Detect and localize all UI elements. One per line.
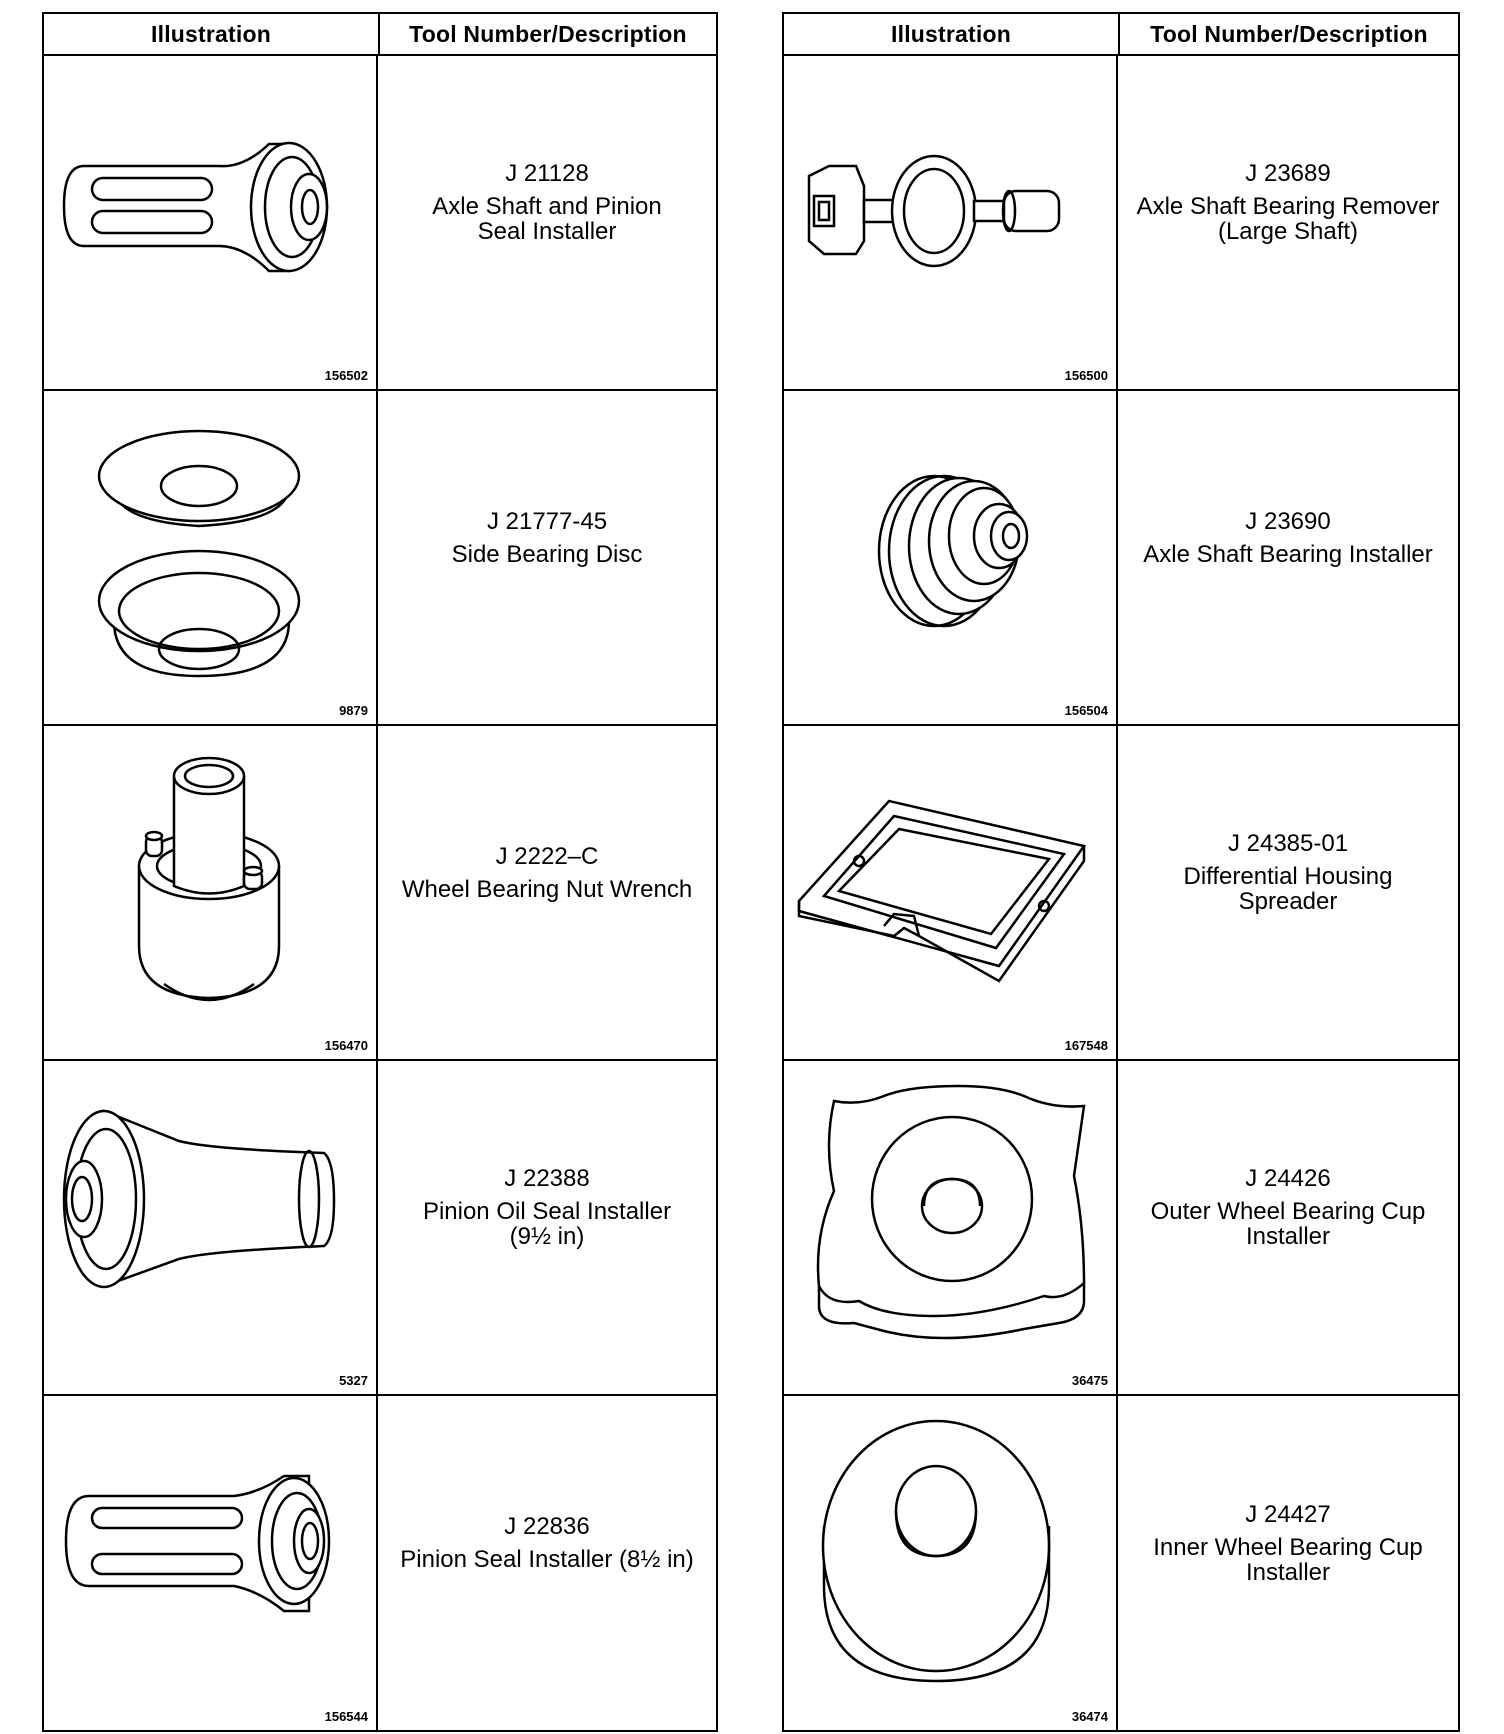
tool-number: J 22388 <box>504 1165 590 1192</box>
tool-description: Inner Wheel Bearing Cup Installer <box>1153 1533 1423 1586</box>
illustration-cell <box>44 1061 378 1394</box>
tool-number: J 22836 <box>504 1513 590 1540</box>
illustration-header: Illustration <box>44 14 380 54</box>
figure-number: 156500 <box>1064 368 1108 383</box>
table-row <box>784 56 1458 391</box>
illustration-cell <box>784 1396 1118 1730</box>
illustration-cell <box>44 56 378 389</box>
tool-description: Axle Shaft and Pinion Seal Installer <box>432 193 662 245</box>
tool-number: J 23690 <box>1245 507 1331 535</box>
table-header <box>44 14 716 56</box>
outer-cup-installer-illustration <box>784 1061 1116 1394</box>
tool-description-cell <box>378 56 716 389</box>
tool-description: Pinion Oil Seal Installer (9½ in) <box>422 1198 672 1250</box>
figure-number: 9879 <box>339 703 368 718</box>
tool-description: Wheel Bearing Nut Wrench <box>401 875 693 903</box>
inner-cup-installer-illustration <box>784 1396 1116 1729</box>
table-header <box>784 14 1458 56</box>
figure-number: 156544 <box>324 1709 368 1724</box>
housing-spreader-illustration <box>784 726 1116 1059</box>
tool-number: J 21128 <box>505 160 589 187</box>
illustration-cell <box>784 1061 1118 1394</box>
axle-bearing-installer-illustration <box>784 391 1116 724</box>
tool-description-cell <box>378 1396 716 1730</box>
tool-description-cell <box>1118 1061 1458 1394</box>
tool-description: Pinion Seal Installer (8½ in) <box>400 1546 694 1573</box>
illustration-cell <box>44 1396 378 1730</box>
tool-description-cell <box>1118 1396 1458 1730</box>
tool-header: Tool Number/Description <box>409 20 687 47</box>
wheel-bearing-nut-wrench-illustration <box>44 726 376 1059</box>
table-row <box>44 1061 716 1396</box>
tool-description-cell <box>378 391 716 724</box>
illustration-cell <box>784 726 1118 1059</box>
side-bearing-disc-illustration <box>44 391 376 724</box>
tool-description: Side Bearing Disc <box>451 540 643 568</box>
illustration-header: Illustration <box>784 14 1120 54</box>
axle-bearing-remover-illustration <box>784 56 1116 389</box>
table-row <box>44 726 716 1061</box>
tool-table-right <box>782 12 1460 1732</box>
pinion-seal-installer-illustration <box>44 1396 376 1729</box>
tool-description: Axle Shaft Bearing Remover (Large Shaft) <box>1136 193 1440 245</box>
tool-description-cell <box>1118 391 1458 724</box>
tool-description-cell <box>378 1061 716 1394</box>
illustration-cell <box>44 726 378 1059</box>
tool-table-left <box>42 12 718 1732</box>
figure-number: 156470 <box>324 1038 368 1053</box>
illustration-cell <box>44 391 378 724</box>
figure-number: 5327 <box>339 1373 368 1388</box>
tool-number: J 24385-01 <box>1227 830 1349 857</box>
tool-description-cell <box>1118 726 1458 1059</box>
figure-number: 156504 <box>1064 703 1108 718</box>
figure-number: 36475 <box>1071 1373 1108 1388</box>
tool-description: Differential Housing Spreader <box>1183 863 1393 915</box>
tool-number: J 24426 <box>1245 1165 1331 1192</box>
tool-description: Outer Wheel Bearing Cup Installer <box>1150 1198 1426 1250</box>
table-row <box>784 1396 1458 1730</box>
table-row <box>44 56 716 391</box>
figure-number: 156502 <box>324 368 368 383</box>
figure-number: 36474 <box>1071 1709 1108 1724</box>
tool-number: J 24427 <box>1245 1500 1331 1528</box>
pinion-oil-seal-installer-illustration <box>44 1061 376 1394</box>
tool-description: Axle Shaft Bearing Installer <box>1143 540 1433 568</box>
table-row <box>784 391 1458 726</box>
tool-description-cell <box>1118 56 1458 389</box>
table-row <box>784 1061 1458 1396</box>
illustration-cell <box>784 391 1118 724</box>
table-row <box>44 1396 716 1730</box>
table-row <box>44 391 716 726</box>
illustration-cell <box>784 56 1118 389</box>
figure-number: 167548 <box>1064 1038 1108 1053</box>
tool-number: J 2222–C <box>495 842 599 870</box>
tool-header: Tool Number/Description <box>1150 20 1428 47</box>
tool-description-cell <box>378 726 716 1059</box>
table-row <box>784 726 1458 1061</box>
tool-number: J 21777-45 <box>486 507 608 535</box>
axle-pinion-seal-installer-illustration <box>44 56 376 389</box>
tool-number: J 23689 <box>1245 160 1331 187</box>
